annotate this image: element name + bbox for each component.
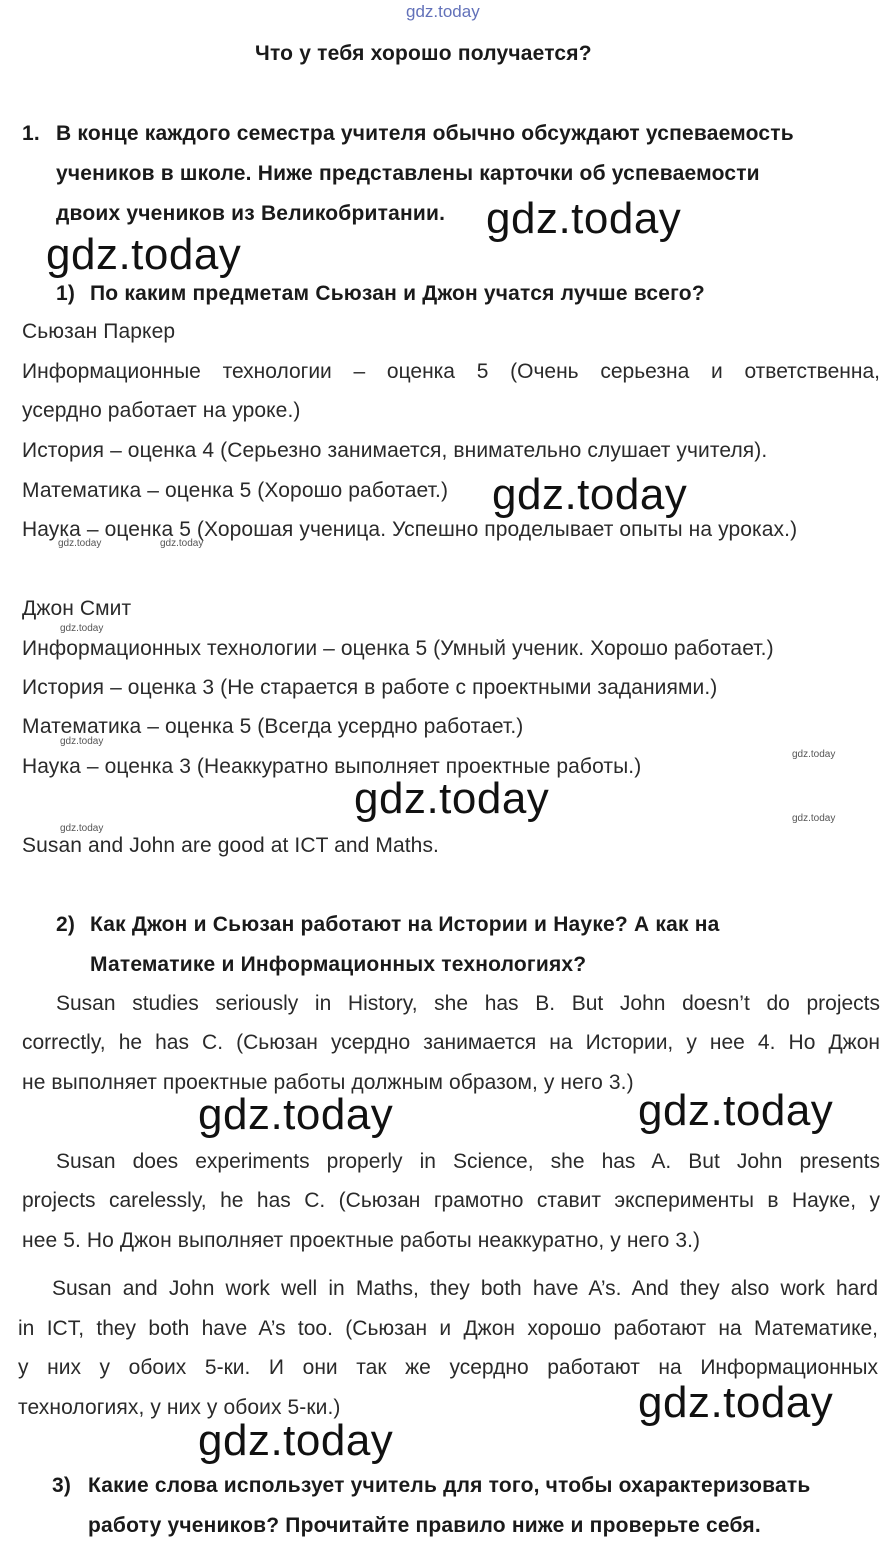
student-name: Джон Смит bbox=[22, 597, 132, 620]
task-text-line: учеников в школе. Ниже представлены карточки об успеваемости bbox=[56, 162, 760, 185]
watermark-top: gdz.today bbox=[406, 2, 480, 21]
answer-paragraph-line: Susan studies seriously in History, she has B. But John doesn’t do projects bbox=[56, 992, 880, 1015]
answer-paragraph-line: нее 5. Но Джон выполняет проектные работы неаккуратно, у него 3.) bbox=[22, 1229, 701, 1252]
watermark-small: gdz.today bbox=[792, 813, 836, 824]
answer-text: Susan and John are good at ICT and Maths. bbox=[22, 834, 439, 857]
watermark-small: gdz.today bbox=[60, 823, 104, 834]
grade-line: История – оценка 4 (Серьезно занимается, внимательно слушает учителя). bbox=[22, 439, 768, 462]
question-text: работу учеников? Прочитайте правило ниже и проверьте себя. bbox=[88, 1514, 761, 1537]
answer-paragraph-line: технологиях, у них у обоих 5-ки.) bbox=[18, 1396, 341, 1419]
answer-paragraph-line: in ICT, they both have A’s too. (Сьюзан и Джон хорошо работают на Математике, bbox=[18, 1317, 878, 1340]
watermark: gdz.today bbox=[638, 1086, 834, 1135]
question-number: 2) bbox=[56, 913, 76, 936]
watermark: gdz.today bbox=[198, 1090, 394, 1139]
answer-paragraph-line: correctly, he has C. (Сьюзан усердно занимается на Истории, у нее 4. Но Джон bbox=[22, 1031, 880, 1054]
question-number: 3) bbox=[52, 1474, 72, 1497]
grade-line: Математика – оценка 5 (Хорошо работает.) bbox=[22, 479, 449, 502]
watermark-small: gdz.today bbox=[60, 736, 104, 747]
answer-paragraph-line: Susan does experiments properly in Science, she has A. But John presents bbox=[56, 1150, 880, 1173]
task-text-line: В конце каждого семестра учителя обычно обсуждают успеваемость bbox=[56, 122, 794, 145]
watermark: gdz.today bbox=[46, 230, 242, 279]
question-text: Математике и Информационных технологиях? bbox=[90, 953, 587, 976]
question-text: Какие слова использует учитель для того, чтобы охарактеризовать bbox=[88, 1474, 811, 1497]
question-text: По каким предметам Сьюзан и Джон учатся лучше всего? bbox=[90, 282, 705, 305]
answer-paragraph-line: у них у обоих 5-ки. И они так же усердно работают на Информационных bbox=[18, 1356, 878, 1379]
grade-line: усердно работает на уроке.) bbox=[22, 399, 301, 422]
student-name: Сьюзан Паркер bbox=[22, 320, 176, 343]
grade-line: Информационные технологии – оценка 5 (Очень серьезна и ответственна, bbox=[22, 360, 880, 383]
answer-paragraph-line: Susan and John work well in Maths, they both have A’s. And they also work hard bbox=[52, 1277, 878, 1300]
watermark-small: gdz.today bbox=[58, 538, 102, 549]
watermark-small: gdz.today bbox=[792, 749, 836, 760]
answer-paragraph-line: не выполняет проектные работы должным образом, у него 3.) bbox=[22, 1071, 634, 1094]
watermark-small: gdz.today bbox=[60, 623, 104, 634]
watermark: gdz.today bbox=[638, 1378, 834, 1427]
watermark-small: gdz.today bbox=[160, 538, 204, 549]
answer-paragraph-line: projects carelessly, he has C. (Сьюзан грамотно ставит эксперименты в Науке, у bbox=[22, 1189, 880, 1212]
question-text: Как Джон и Сьюзан работают на Истории и Науке? А как на bbox=[90, 913, 720, 936]
question-number: 1) bbox=[56, 282, 76, 305]
task-text-line: двоих учеников из Великобритании. bbox=[56, 202, 446, 225]
watermark: gdz.today bbox=[486, 194, 682, 243]
grade-line: Математика – оценка 5 (Всегда усердно работает.) bbox=[22, 715, 524, 738]
watermark: gdz.today bbox=[354, 774, 550, 823]
grade-line: Наука – оценка 5 (Хорошая ученица. Успешно проделывает опыты на уроках.) bbox=[22, 518, 798, 541]
watermark: gdz.today bbox=[198, 1416, 394, 1465]
grade-line: Информационных технологии – оценка 5 (Умный ученик. Хорошо работает.) bbox=[22, 637, 774, 660]
page-title: Что у тебя хорошо получается? bbox=[255, 42, 592, 65]
task-number: 1. bbox=[22, 122, 40, 145]
grade-line: Наука – оценка 3 (Неаккуратно выполняет проектные работы.) bbox=[22, 755, 642, 778]
watermark: gdz.today bbox=[492, 470, 688, 519]
grade-line: История – оценка 3 (Не старается в работе с проектными заданиями.) bbox=[22, 676, 718, 699]
